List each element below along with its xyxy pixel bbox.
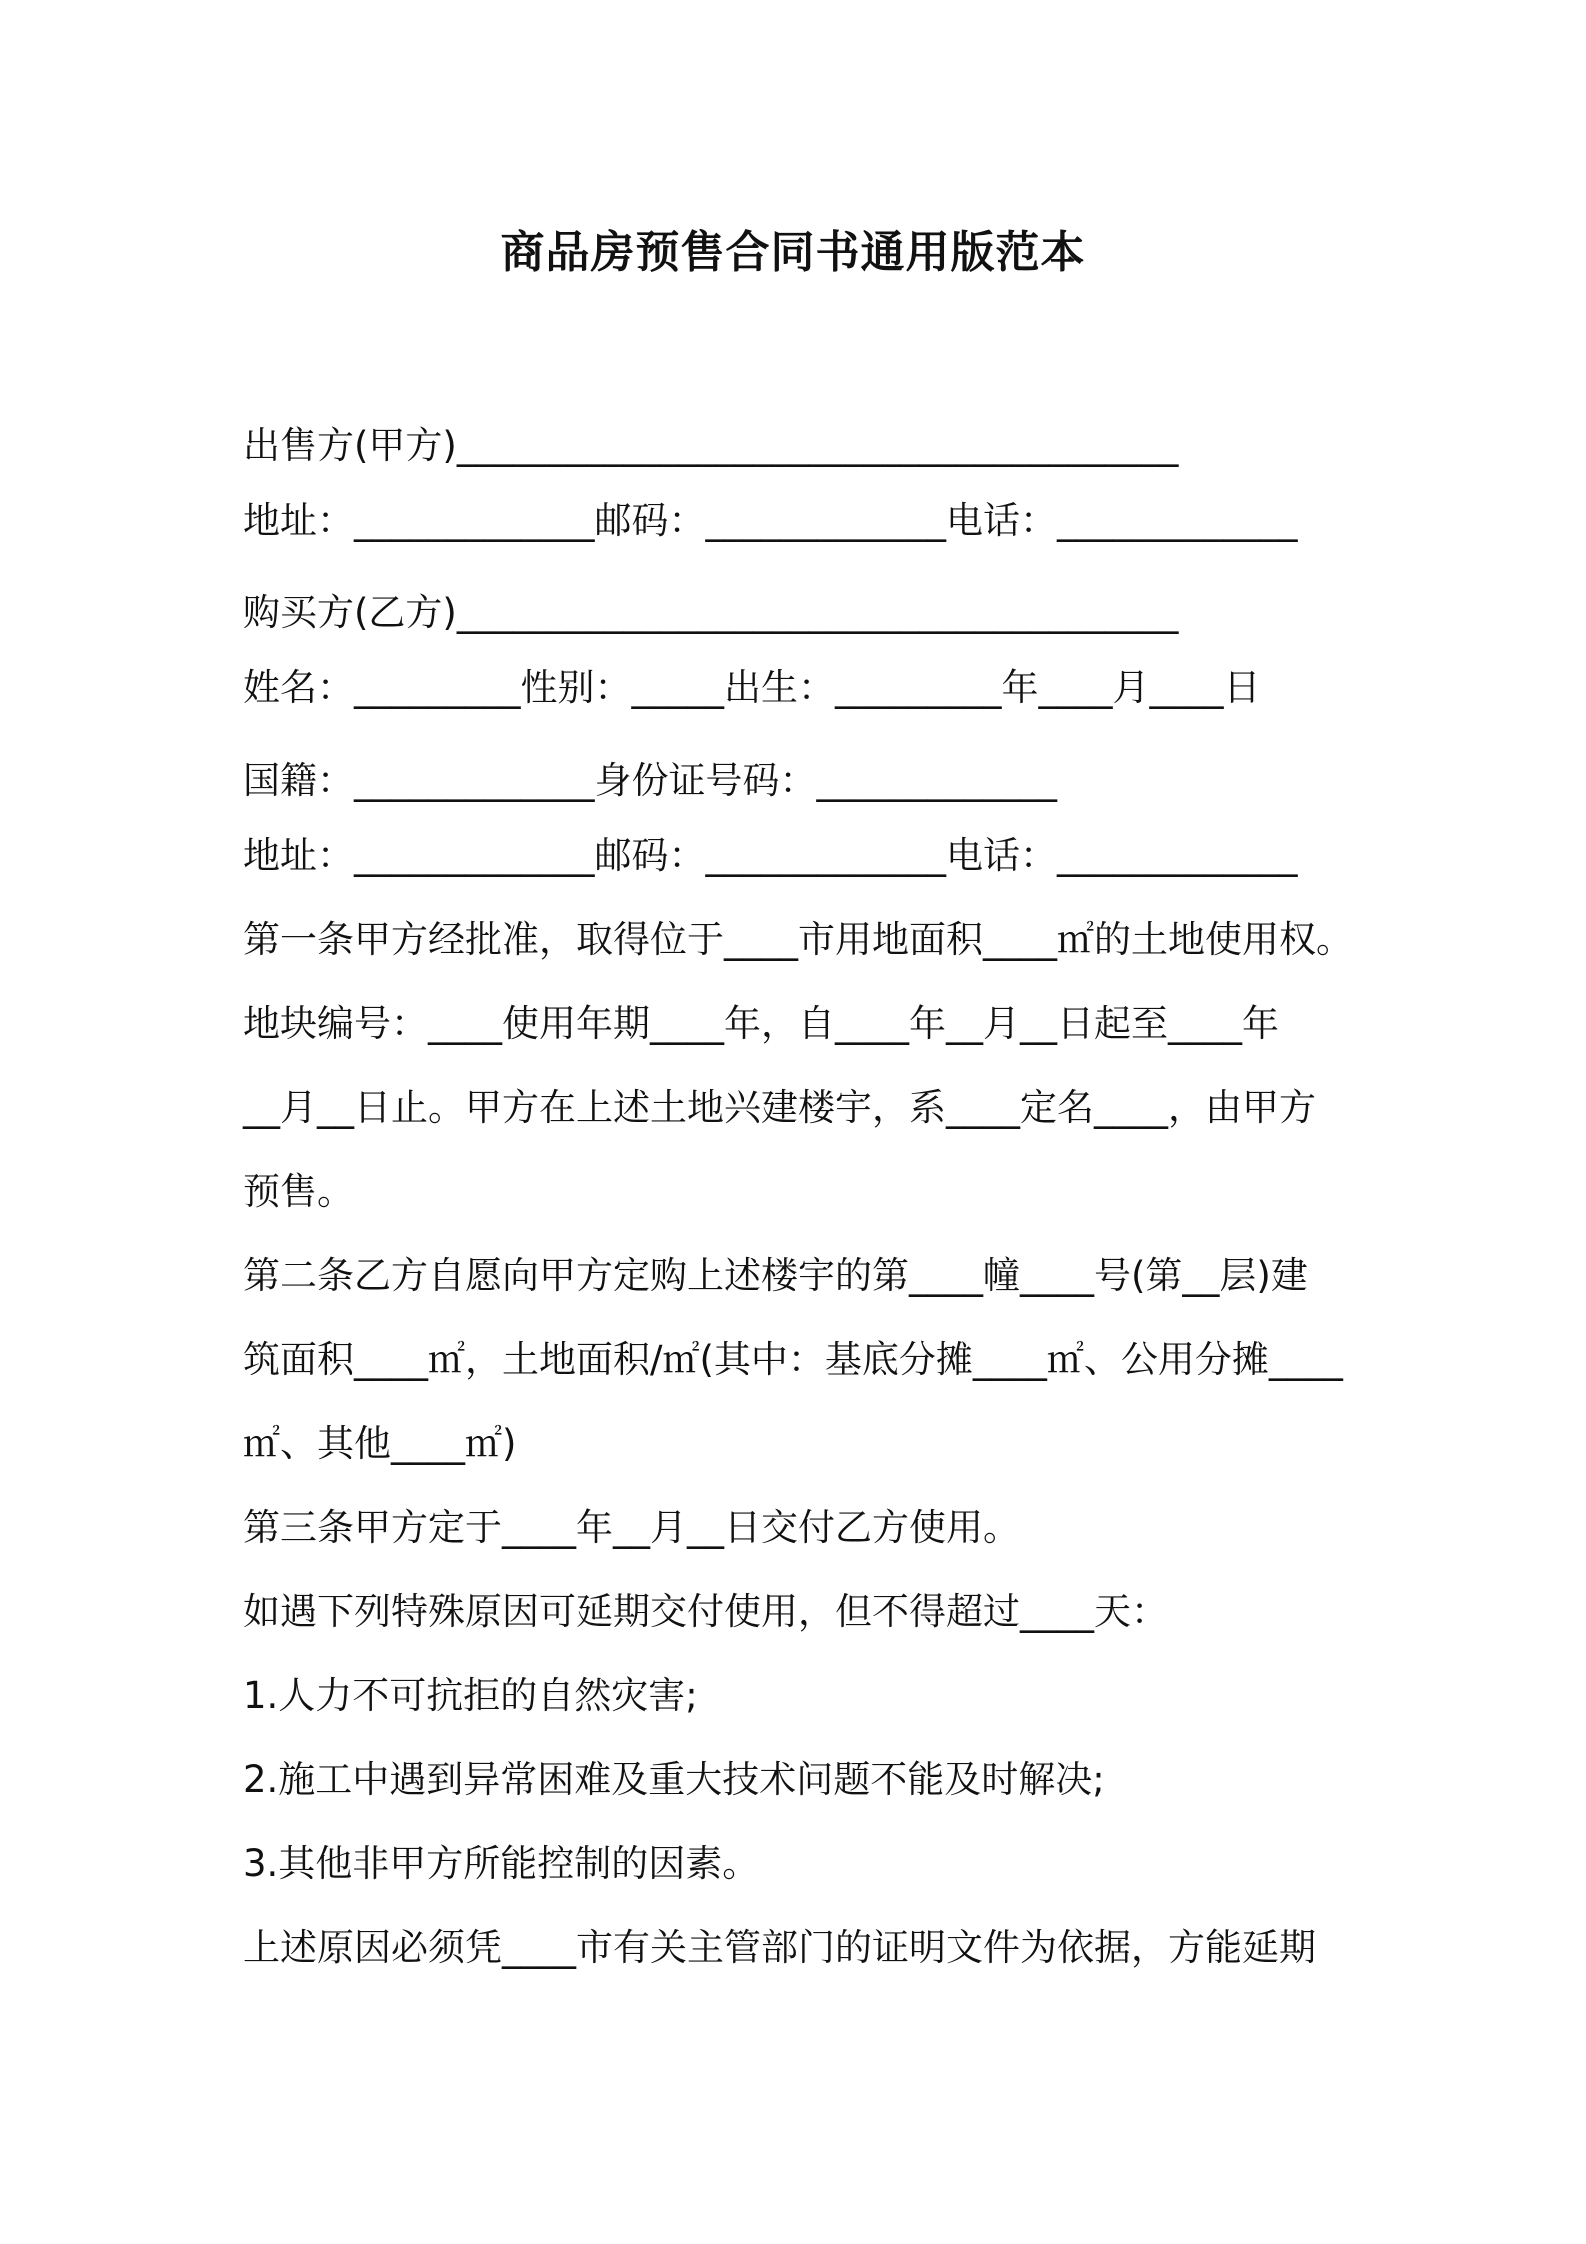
document-title: 商品房预售合同书通用版范本 [500,227,1086,278]
clause-1-line-3: __月__日止。甲方在上述土地兴建楼宇，系____定名____，由甲方 [243,1086,1316,1129]
buyer-line: 购买方(乙方)_______________________________________ [243,591,1179,634]
clause-1-line-1: 第一条甲方经批准，取得位于____市用地面积____㎡的土地使用权。 [243,918,1353,961]
buyer-nationality-line: 国籍：_____________身份证号码：_____________ [243,759,1057,802]
buyer-personal-line: 姓名：_________性别：_____出生：_________年____月____日 [243,666,1261,709]
delay-reason-1: 1.人力不可抗拒的自然灾害; [243,1674,698,1717]
delay-evidence-line: 上述原因必须凭____市有关主管部门的证明文件为依据，方能延期 [243,1926,1316,1969]
delay-reason-3: 3.其他非甲方所能控制的因素。 [243,1842,760,1885]
delay-reason-2: 2.施工中遇到异常困难及重大技术问题不能及时解决; [243,1758,1105,1801]
clause-2-line-2: 筑面积____㎡，土地面积/㎡(其中：基底分摊____㎡、公用分摊____ [243,1338,1343,1381]
clause-2-line-3: ㎡、其他____㎡) [243,1422,517,1465]
clause-1-line-2: 地块编号：____使用年期____年，自____年__月__日起至____年 [243,1002,1279,1045]
clause-3-line-1: 第三条甲方定于____年__月__日交付乙方使用。 [243,1506,1020,1549]
clause-1-line-4: 预售。 [243,1170,354,1213]
seller-address-line: 地址：_____________邮码：_____________电话：_____________ [243,499,1298,542]
clause-2-line-1: 第二条乙方自愿向甲方定购上述楼宇的第____幢____号(第__层)建 [243,1254,1308,1297]
seller-line: 出售方(甲方)_______________________________________ [243,424,1179,467]
delay-condition-line: 如遇下列特殊原因可延期交付使用，但不得超过____天： [243,1590,1168,1633]
buyer-address-line: 地址：_____________邮码：_____________电话：_____________ [243,834,1298,877]
